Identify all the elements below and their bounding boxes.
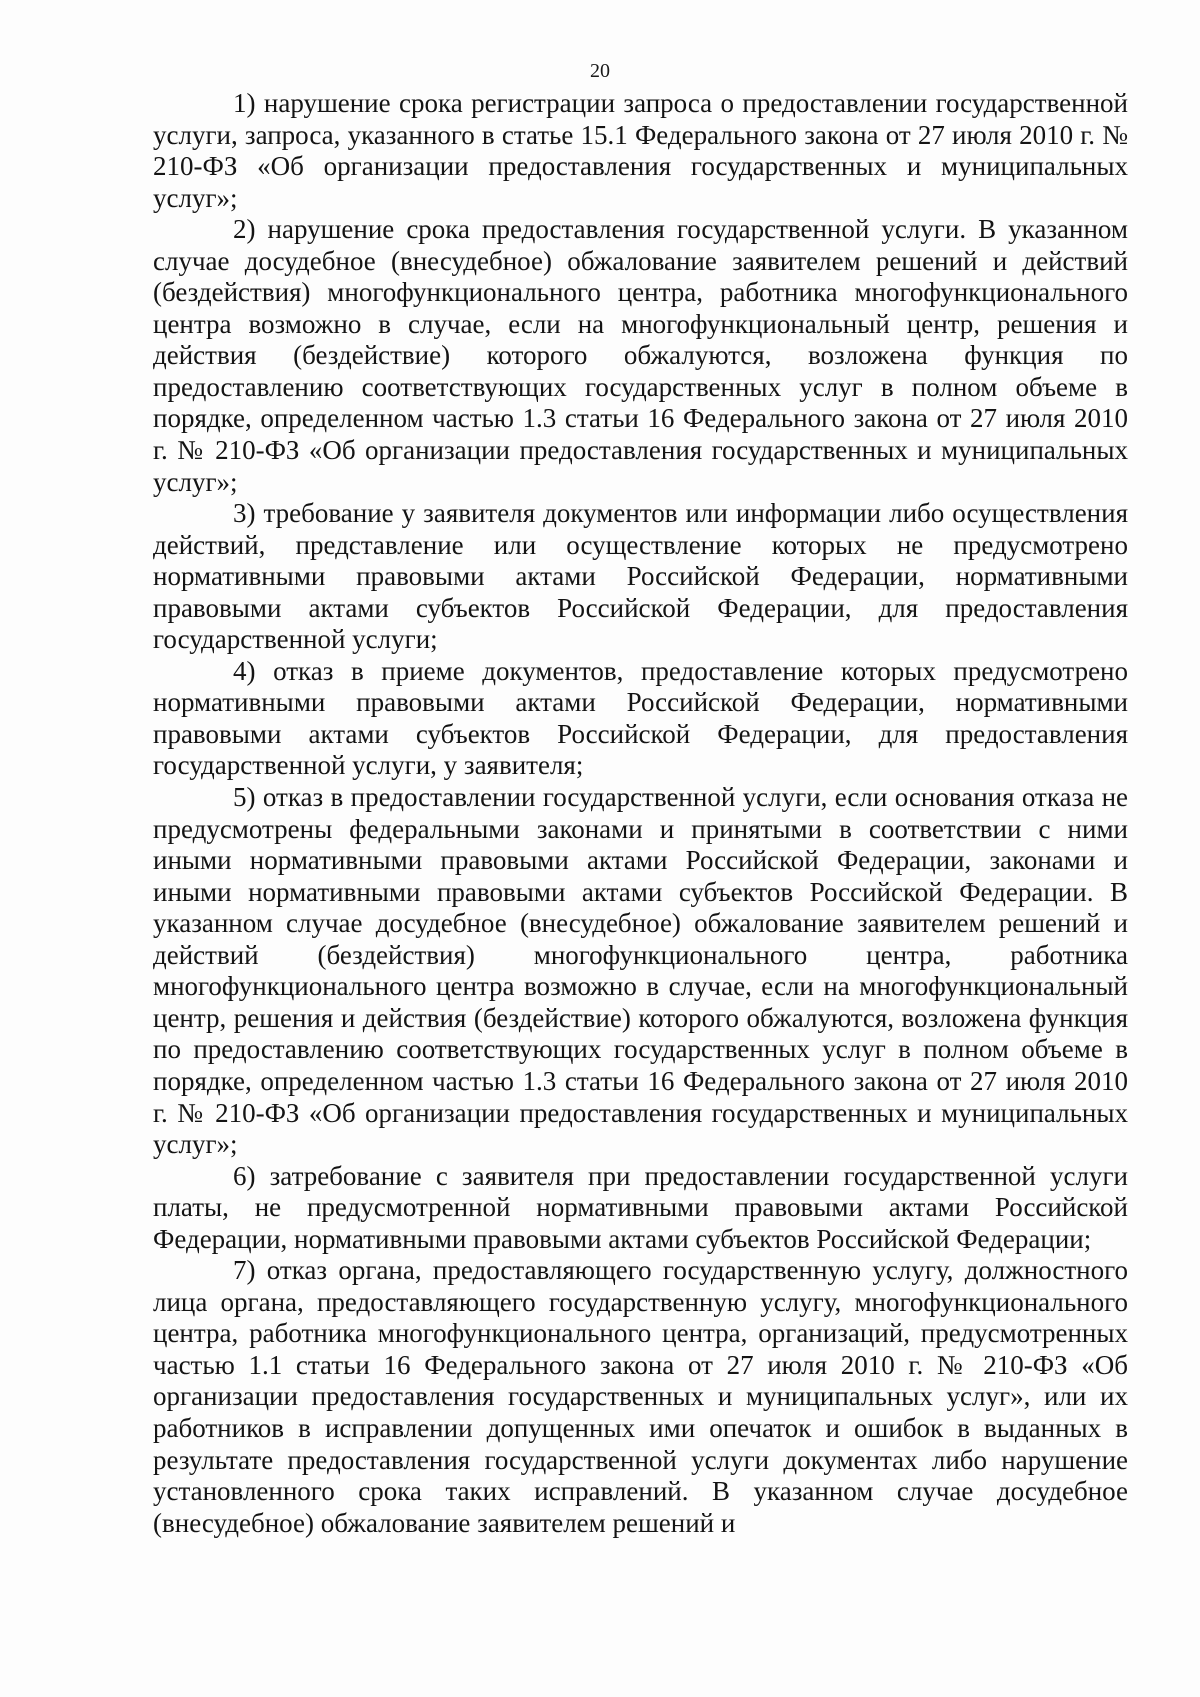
paragraph-item-2: 2) нарушение срока предоставления государственной услуги. В указанном случае досудебное (внесудебное) обжалование заявителем решений и действий (бездействия) многофункционального центра, работника многофункционального центра возможно в случае, если на многофункциональный центр, решения и действия (бездействие) которого обжалуются, возложена функция по предоставлению соответствующих государственных услуг в полном объеме в порядке, определенном частью 1.3 статьи 16 Федерального закона от 27 июля 2010 г. № 210-ФЗ «Об организации предоставления государственных и муниципальных услуг»; [153, 214, 1128, 497]
paragraph-item-6: 6) затребование с заявителя при предоставлении государственной услуги платы, не предусмотренной нормативными правовыми актами Российской Федерации, нормативными правовыми актами субъектов Российской Федерации; [153, 1160, 1128, 1254]
paragraph-item-4: 4) отказ в приеме документов, предоставление которых предусмотрено нормативными правовыми актами Российской Федерации, нормативными правовыми актами субъектов Российской Федерации, для предоставления государственной услуги, у заявителя; [153, 655, 1128, 781]
paragraph-item-5: 5) отказ в предоставлении государственной услуги, если основания отказа не предусмотрены федеральными законами и принятыми в соответствии с ними иными нормативными правовыми актами Российской Федерации, законами и иными нормативными правовыми актами субъектов Российской Федерации. В указанном случае досудебное (внесудебное) обжалование заявителем решений и действий (бездействия) многофункционального центра, работника многофункционального центра возможно в случае, если на многофункциональный центр, решения и действия (бездействие) которого обжалуются, возложена функция по предоставлению соответствующих государственных услуг в полном объеме в порядке, определенном частью 1.3 статьи 16 Федерального закона от 27 июля 2010 г. № 210-ФЗ «Об организации предоставления государственных и муниципальных услуг»; [153, 782, 1128, 1160]
body-text [153, 88, 1128, 1539]
paragraph-item-1: 1) нарушение срока регистрации запроса о предоставлении государственной услуги, запроса, указанного в статье 15.1 Федерального закона от 27 июля 2010 г. № 210-ФЗ «Об организации предоставления государственных и муниципальных услуг»; [153, 88, 1128, 213]
paragraph-item-3: 3) требование у заявителя документов или информации либо осуществления действий, представление или осуществление которых не предусмотрено нормативными правовыми актами Российской Федерации, нормативными правовыми актами субъектов Российской Федерации, для предоставления государственной услуги; [153, 498, 1128, 655]
page-number: 20 [590, 60, 610, 82]
paragraph-item-7: 7) отказ органа, предоставляющего государственную услугу, должностного лица органа, предоставляющего государственную услугу, многофункционального центра, работника многофункционального центра, организаций, предусмотренных частью 1.1 статьи 16 Федерального закона от 27 июля 2010 г. № 210-ФЗ «Об организации предоставления государственных и муниципальных услуг», или их работников в исправлении допущенных ими опечаток и ошибок в выданных в результате предоставления государственной услуги документах либо нарушение установленного срока таких исправлений. В указанном случае досудебное (внесудебное) обжалование заявителем решений и [153, 1255, 1128, 1538]
